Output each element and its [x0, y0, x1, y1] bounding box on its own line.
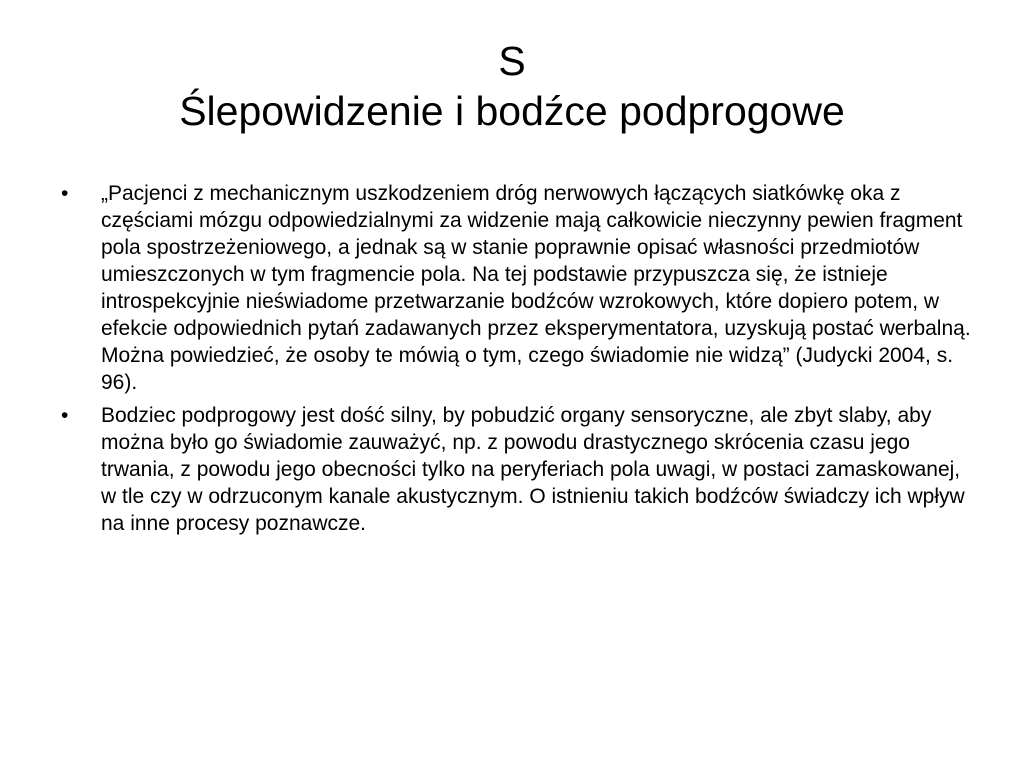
bullet-text: „Pacjenci z mechanicznym uszkodzeniem dróg nerwowych łączących siatkówkę oka z częściami mózgu odpowiedzialnymi za widzenie mają całkowicie nieczynny pewien fragment pola spostrzeżeniowego, a jednak są w stanie poprawnie opisać własności przedmiotów umieszczonych w tym fragmencie pola. Na tej podstawie przypuszcza się, że istnieje introspekcyjnie nieświadome przetwarzanie bodźców wzrokowych, które dopiero potem, w efekcie odpowiednich pytań zadawanych przez eksperymentatora, uzyskują postać werbalną. Można powiedzieć, że osoby te mówią o tym, czego świadomie nie widzą” (Judycki 2004, s. 96). — [101, 182, 971, 394]
bullet-item-2 — [60, 402, 972, 537]
bullet-text: Bodziec podprogowy jest dość silny, by pobudzić organy sensoryczne, ale zbyt slaby, aby można było go świadomie zauważyć, np. z powodu drastycznego skrócenia czasu jego trwania, z powodu jego obecności tylko na peryferiach pola uwagi, w postaci zamaskowanej, w tle czy w odrzuconym kanale akustycznym. O istnieniu takich bodźców świadczy ich wpływ na inne procesy poznawcze. — [101, 404, 965, 535]
bullet-item-1 — [60, 180, 972, 396]
slide-title — [60, 36, 964, 136]
title-line-2: Ślepowidzenie i bodźce podprogowe — [179, 88, 845, 134]
bullet-icon: • — [61, 404, 69, 427]
bullet-list — [60, 180, 972, 543]
bullet-icon: • — [61, 182, 69, 205]
title-line-1: S — [498, 38, 526, 84]
